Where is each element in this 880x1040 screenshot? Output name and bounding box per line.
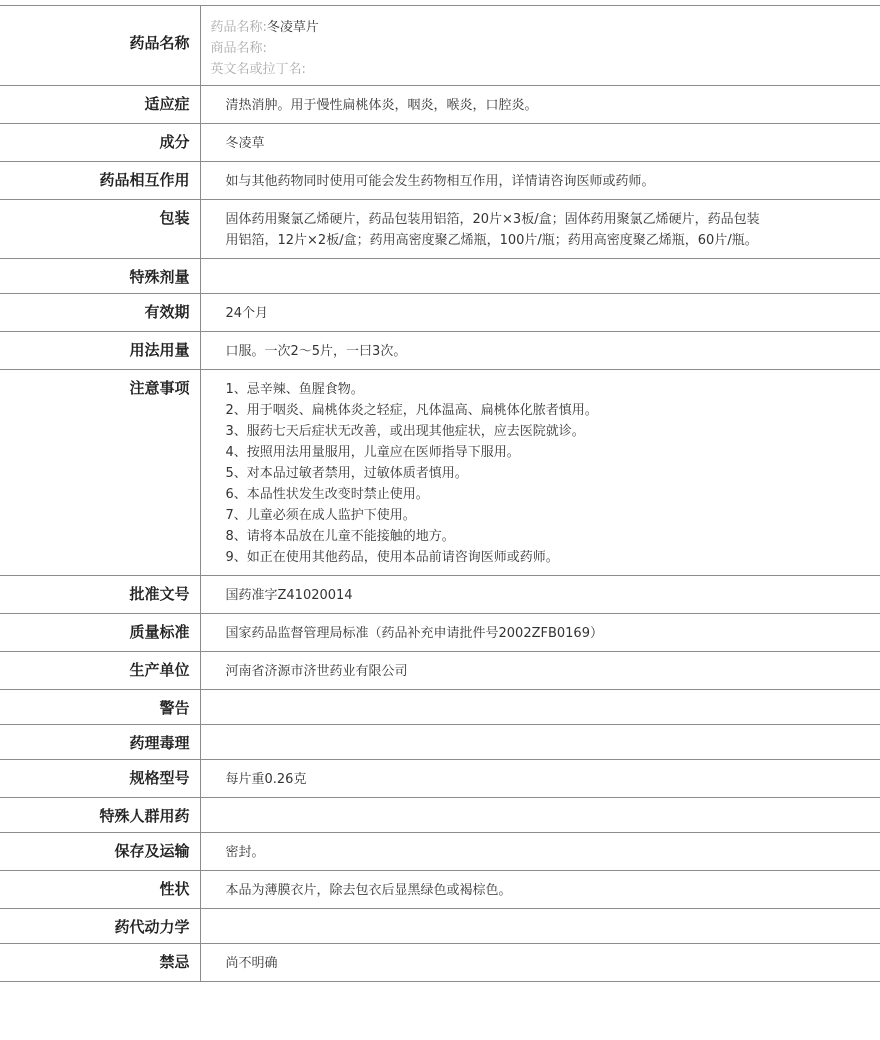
row-value: 冬凌草 (225, 136, 265, 151)
row-appearance (0, 871, 880, 909)
row-value: 24个月 (225, 306, 269, 321)
row-special-populations (0, 798, 880, 833)
generic-name-line (211, 17, 871, 38)
precaution-item: 2、用于咽炎、扁桃体炎之轻症，凡体温高、扁桃体化脓者慎用。 (225, 403, 598, 418)
row-label: 注意事项 (0, 370, 200, 576)
row-interactions (0, 162, 880, 200)
row-storage (0, 833, 880, 871)
row-label: 药理毒理 (0, 725, 200, 760)
row-label: 药品名称 (0, 6, 200, 86)
precaution-item: 1、忌辛辣、鱼腥食物。 (225, 382, 364, 397)
row-label: 药代动力学 (0, 909, 200, 944)
row-value (200, 798, 880, 833)
row-label: 包装 (0, 200, 200, 259)
trade-name-key: 商品名称: (210, 41, 267, 56)
row-approval-number (0, 576, 880, 614)
generic-name-value: 冬凌草片 (266, 20, 319, 35)
row-value (200, 259, 880, 294)
row-value (200, 370, 880, 576)
row-quality-standard (0, 614, 880, 652)
row-label: 生产单位 (0, 652, 200, 690)
row-label: 保存及运输 (0, 833, 200, 871)
precaution-item: 8、请将本品放在儿童不能接触的地方。 (225, 529, 455, 544)
row-label: 用法用量 (0, 332, 200, 370)
precaution-item: 9、如正在使用其他药品，使用本品前请咨询医师或药师。 (225, 550, 559, 565)
precaution-item: 4、按照用法用量服用，儿童应在医师指导下服用。 (225, 445, 520, 460)
row-value: 密封。 (225, 845, 265, 860)
row-label: 性状 (0, 871, 200, 909)
drug-spec-table (0, 5, 880, 982)
row-shelf-life (0, 294, 880, 332)
row-value: 河南省济源市济世药业有限公司 (225, 664, 408, 679)
packaging-text: 固体药用聚氯乙烯硬片，药品包装用铝箔，20片×3板/盒；固体药用聚氯乙烯硬片，药品包装用铝箔，12片×2板/盒；药用高密度聚乙烯瓶，100片/瓶；药用高密度聚乙烯瓶，60片/瓶。 (225, 212, 760, 248)
row-indication (0, 86, 880, 124)
trade-name-line (211, 38, 871, 59)
row-label: 有效期 (0, 294, 200, 332)
row-warning (0, 690, 880, 725)
english-name-line (211, 59, 871, 80)
row-label: 适应症 (0, 86, 200, 124)
row-pharmacokinetics (0, 909, 880, 944)
row-value: 每片重0.26克 (225, 772, 307, 787)
row-value: 本品为薄膜衣片，除去包衣后显黑绿色或褐棕色。 (225, 883, 512, 898)
row-label: 特殊人群用药 (0, 798, 200, 833)
row-value: 口服。一次2～5片，一曰3次。 (225, 344, 407, 359)
row-drug-name (0, 6, 880, 86)
row-precautions (0, 370, 880, 576)
precaution-item: 3、服药七天后症状无改善，或出现其他症状，应去医院就诊。 (225, 424, 585, 439)
row-usage (0, 332, 880, 370)
row-label: 批准文号 (0, 576, 200, 614)
row-label: 禁忌 (0, 944, 200, 982)
row-ingredients (0, 124, 880, 162)
row-value: 如与其他药物同时使用可能会发生药物相互作用，详情请咨询医师或药师。 (225, 174, 655, 189)
row-packaging (0, 200, 880, 259)
precaution-item: 5、对本品过敏者禁用，过敏体质者慎用。 (225, 466, 468, 481)
row-value: 清热消肿。用于慢性扁桃体炎，咽炎，喉炎，口腔炎。 (225, 98, 538, 113)
row-specification (0, 760, 880, 798)
row-value (200, 200, 880, 259)
row-value: 国家药品监督管理局标准（药品补充申请批件号2002ZFB0169） (225, 626, 603, 641)
precaution-item: 6、本品性状发生改变时禁止使用。 (225, 487, 429, 502)
row-special-dosage (0, 259, 880, 294)
precaution-item: 7、儿童必须在成人监护下使用。 (225, 508, 416, 523)
row-value: 尚不明确 (225, 956, 278, 971)
row-contraindications (0, 944, 880, 982)
row-value (200, 690, 880, 725)
row-label: 特殊剂量 (0, 259, 200, 294)
row-label: 成分 (0, 124, 200, 162)
row-label: 质量标准 (0, 614, 200, 652)
drug-name-cell (200, 6, 880, 86)
row-value: 国药准字Z41020014 (225, 588, 353, 603)
english-name-key: 英文名或拉丁名: (210, 62, 306, 77)
row-manufacturer (0, 652, 880, 690)
row-value (200, 725, 880, 760)
row-label: 规格型号 (0, 760, 200, 798)
row-label: 药品相互作用 (0, 162, 200, 200)
row-pharmacology (0, 725, 880, 760)
row-value (200, 909, 880, 944)
row-label: 警告 (0, 690, 200, 725)
generic-name-key: 药品名称: (210, 20, 267, 35)
